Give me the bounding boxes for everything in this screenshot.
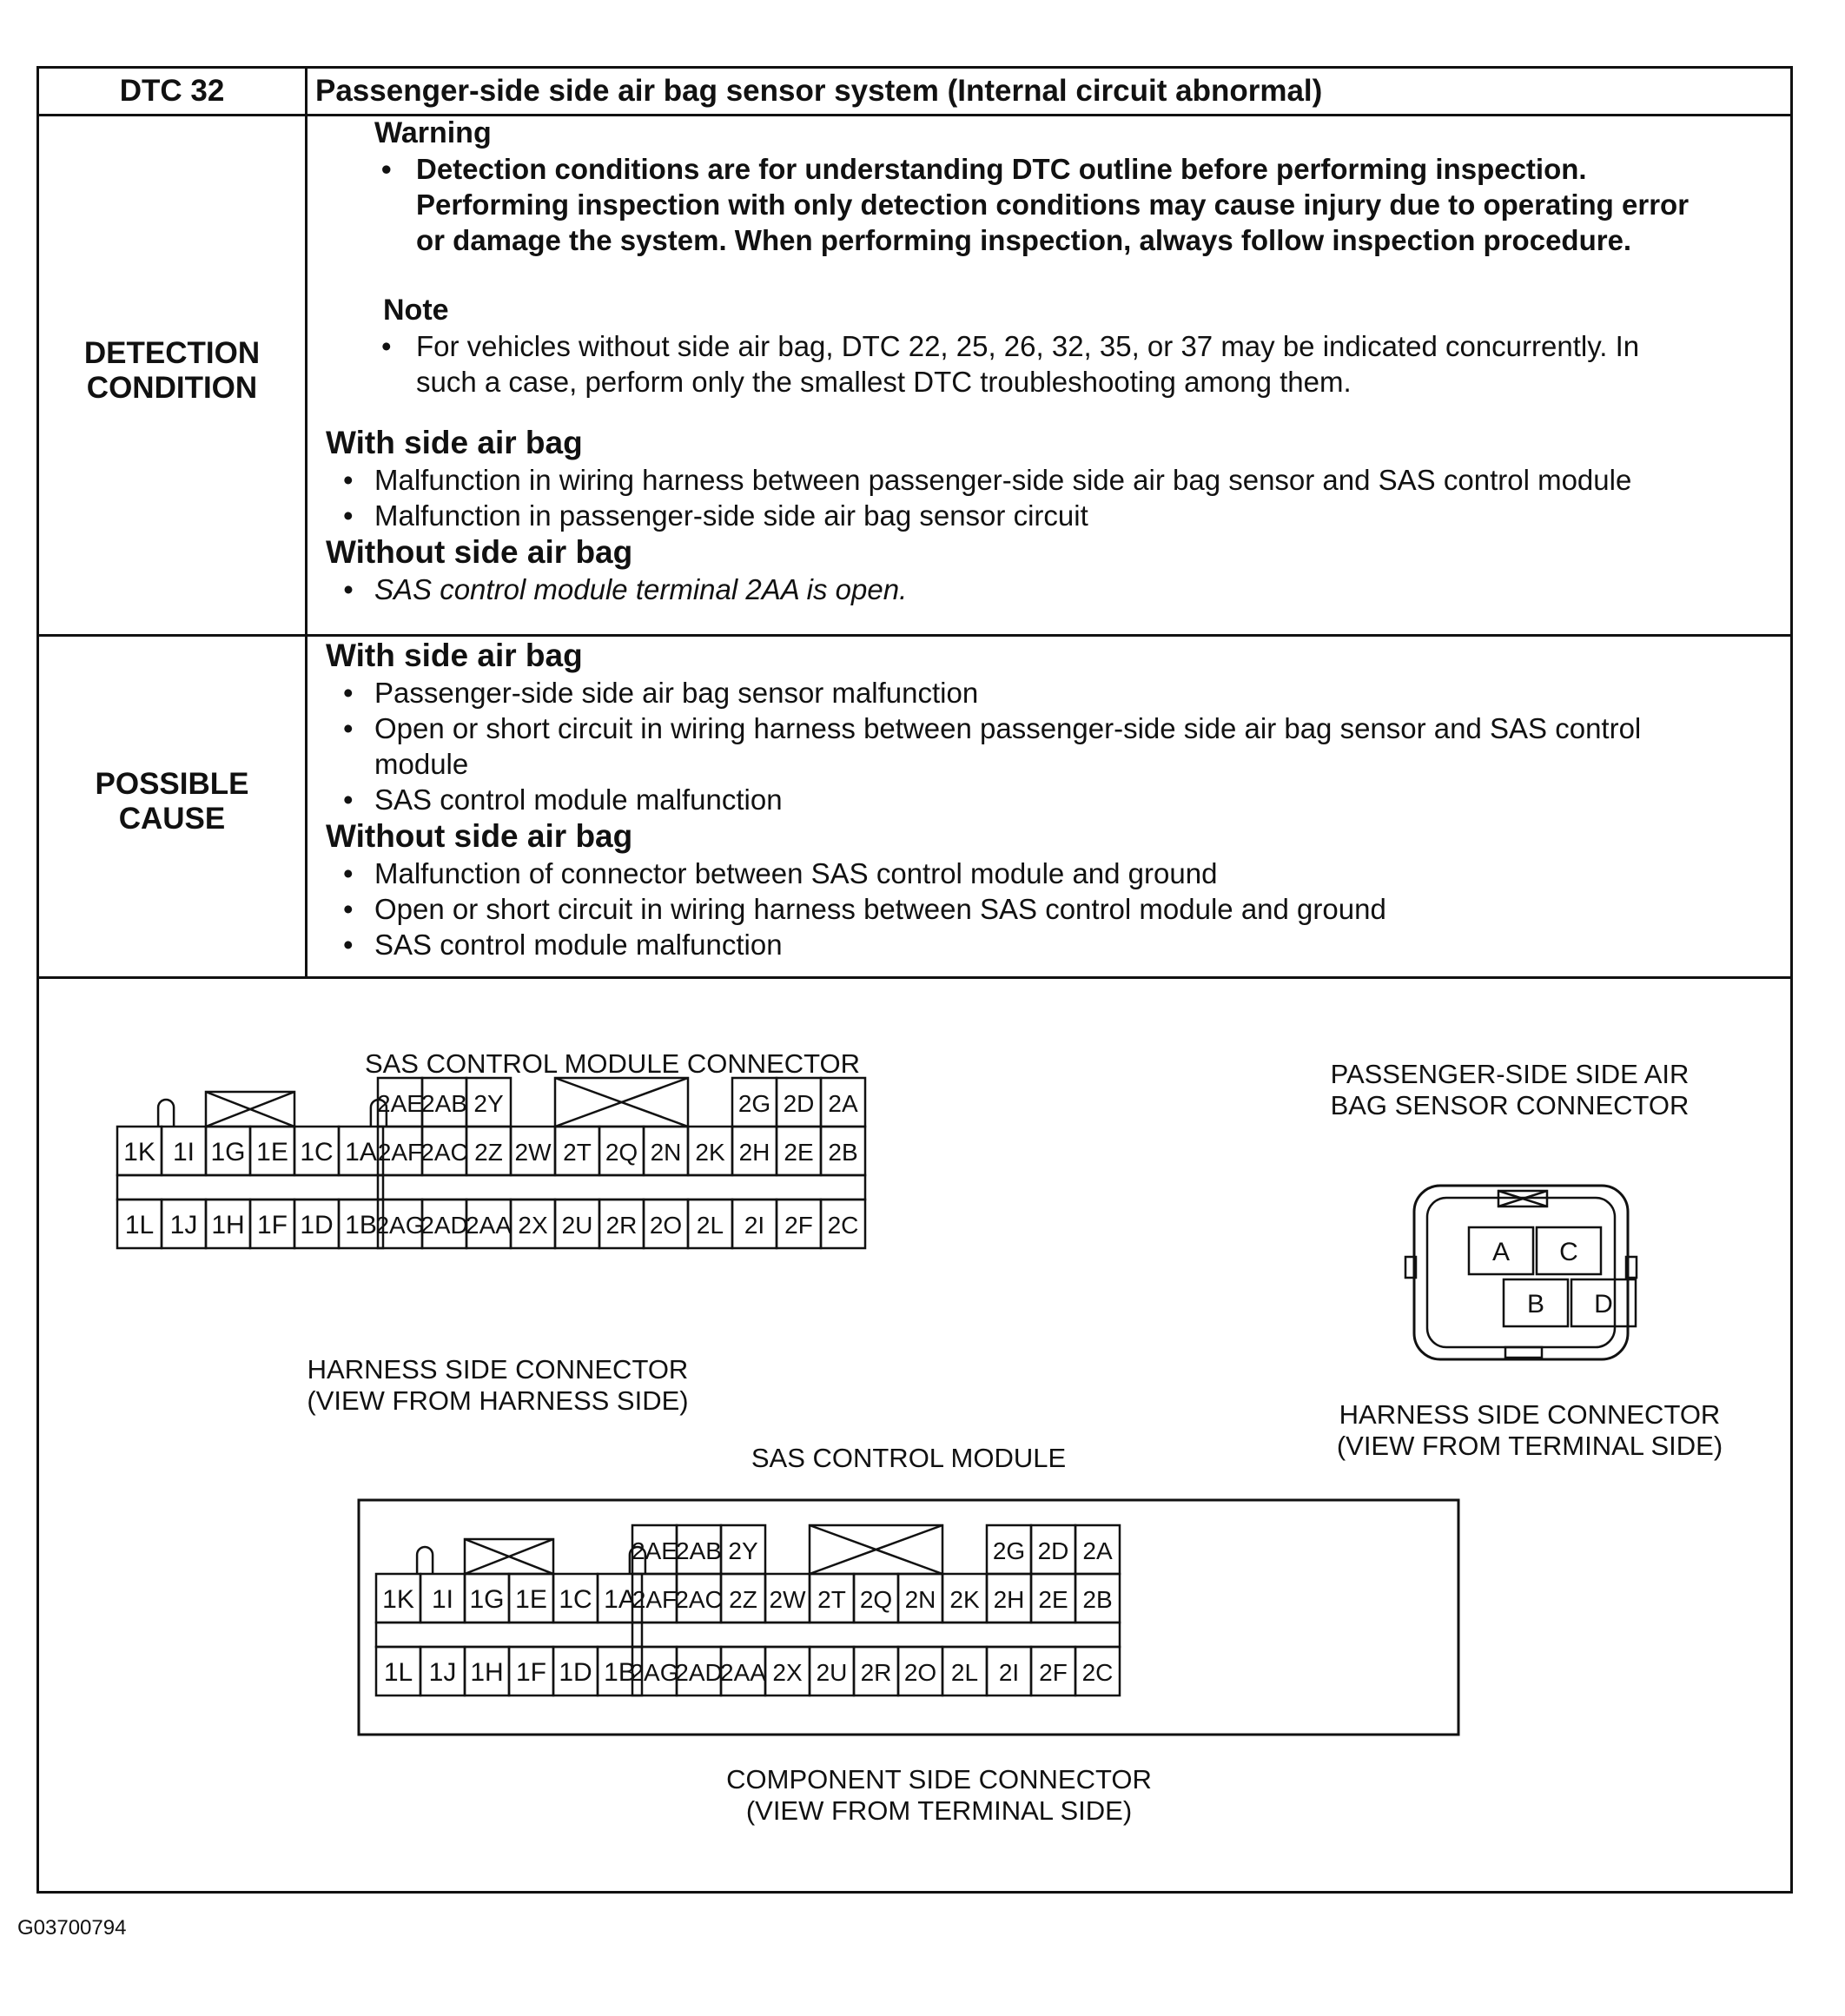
note-title: Note (383, 294, 449, 327)
pin-label: 1G (469, 1585, 505, 1614)
pin-label: 2O (903, 1659, 937, 1686)
pin-label: 2H (993, 1586, 1025, 1613)
pin-label: 2T (817, 1586, 846, 1613)
sensor-pin-label: B (1526, 1290, 1545, 1319)
cause-label-line: CAUSE (118, 802, 226, 836)
pin-label: 2U (816, 1659, 848, 1686)
without-side-airbag-heading: Without side air bag (326, 818, 633, 854)
pin-label: 1E (256, 1138, 288, 1167)
warning-line: Detection conditions are for understanding DTC outline before performing inspection. (416, 153, 1587, 185)
note-item: • For vehicles without side air bag, DTC 22, 25, 26, 32, 35, or 37 may be indicated concurrently. In such a case, perform only the smallest DTC troubleshooting among them. (326, 328, 1775, 400)
pin-label: 2R (860, 1659, 892, 1686)
detection-label (39, 336, 305, 406)
pin-label: 2Z (729, 1586, 757, 1613)
pin-label: 2AB (421, 1090, 467, 1117)
pin-label: 2H (738, 1139, 770, 1166)
pin-label: 1C (300, 1138, 334, 1167)
pin-label: 2Z (474, 1139, 503, 1166)
pin-label: 2N (650, 1139, 682, 1166)
pin-label: 1D (300, 1211, 334, 1239)
pin-label: 2A (828, 1090, 858, 1117)
pin-label: 2AC (675, 1586, 723, 1613)
list-item-continuation: module (374, 748, 469, 780)
pin-label: 2AF (377, 1139, 423, 1166)
pin-label: 1D (559, 1658, 592, 1687)
latch-tab (417, 1547, 433, 1574)
pin-label: 1I (172, 1138, 195, 1167)
pin-label: 2U (561, 1212, 593, 1239)
sensor-pin-label: A (1491, 1238, 1511, 1266)
pin-label: 2C (1081, 1659, 1114, 1686)
pin-label: 1J (428, 1658, 457, 1687)
pin-label: 2G (737, 1090, 771, 1117)
sensor-pin-label: C (1559, 1238, 1578, 1266)
pin-label: 2Q (605, 1139, 638, 1166)
pin-label: 2E (784, 1139, 814, 1166)
warning-item: • Detection conditions are for understanding DTC outline before performing inspection. Performing inspection with only detection conditions may cause injury due to operating error or damage the system. When performing inspection, always follow inspection procedure. (326, 151, 1775, 258)
pin-label: 2K (949, 1586, 980, 1613)
pin-label: 1K (123, 1138, 155, 1167)
pin-label: 2Y (473, 1090, 504, 1117)
pin-label: 2AE (377, 1090, 423, 1117)
connector-spacer (376, 1623, 642, 1647)
dtc-code: DTC 32 (119, 74, 225, 108)
pin-label: 2AD (420, 1212, 468, 1239)
pin-label: 1C (559, 1585, 592, 1614)
pin-label: 2G (992, 1537, 1026, 1564)
module-caption: COMPONENT SIDE CONNECTOR (726, 1764, 1152, 1795)
without-side-airbag-heading: Without side air bag (326, 534, 633, 570)
pin-label: 2F (784, 1212, 813, 1239)
pin-label: 1I (431, 1585, 454, 1614)
with-side-airbag-heading: With side air bag (326, 638, 583, 673)
column-divider (305, 69, 308, 976)
pin-label: 2Y (728, 1537, 758, 1564)
harness-connector-title: SAS CONTROL MODULE CONNECTOR (364, 1048, 861, 1079)
dtc-title: Passenger-side side air bag sensor system (Internal circuit abnormal) (315, 74, 1323, 108)
pin-label: 2K (695, 1139, 725, 1166)
pin-label: 1E (515, 1585, 547, 1614)
pin-label: 1B (345, 1211, 377, 1239)
dtc-document (36, 66, 1793, 1894)
harness-caption: HARNESS SIDE CONNECTOR (307, 1354, 689, 1385)
note-line: such a case, perform only the smallest DTC troubleshooting among them. (416, 366, 1352, 398)
pin-label: 1K (382, 1585, 414, 1614)
pin-label: 2F (1039, 1659, 1068, 1686)
pin-label: 1J (169, 1211, 198, 1239)
pin-label: 1F (256, 1211, 288, 1239)
pin-label: 1A (604, 1585, 636, 1614)
list-item: • SAS control module malfunction (343, 783, 783, 816)
pin-label: 2AE (632, 1537, 678, 1564)
warning-title: Warning (374, 116, 492, 149)
cause-label-line: POSSIBLE (95, 767, 249, 801)
pin-label: 2E (1038, 1586, 1068, 1613)
pin-label: 1L (124, 1211, 155, 1239)
pin-label: 2AA (466, 1212, 512, 1239)
pin-label: 2L (950, 1659, 979, 1686)
detection-content (326, 116, 1775, 607)
pin-label: 2AC (420, 1139, 468, 1166)
pin-label: 2AD (675, 1659, 723, 1686)
pin-label: 2A (1082, 1537, 1113, 1564)
pin-label: 2L (696, 1212, 724, 1239)
cause-content (326, 637, 1775, 962)
pin-label: 1H (211, 1211, 245, 1239)
figure-code: G03700794 (17, 1916, 127, 1940)
pin-label: 2D (1037, 1537, 1069, 1564)
list-item: • Malfunction of connector between SAS control module and ground (343, 857, 1218, 889)
pin-label: 1B (604, 1658, 636, 1687)
detection-label-line: DETECTION (83, 336, 261, 370)
harness-caption: (VIEW FROM HARNESS SIDE) (307, 1385, 689, 1416)
pin-label: 2W (514, 1139, 552, 1166)
pin-label: 2W (769, 1586, 806, 1613)
connector-spacer (378, 1175, 865, 1200)
module-caption: (VIEW FROM TERMINAL SIDE) (745, 1795, 1133, 1826)
pin-label: 2C (827, 1212, 859, 1239)
connector-spacer (632, 1623, 1120, 1647)
list-item: • Open or short circuit in wiring harness between passenger-side side air bag sensor and SAS control (343, 712, 1642, 744)
pin-label: 2B (1082, 1586, 1113, 1613)
pin-label: 2Q (859, 1586, 893, 1613)
pin-label: 2AG (375, 1212, 425, 1239)
list-item: • Malfunction in wiring harness between passenger-side side air bag sensor and SAS control module (343, 464, 1632, 496)
module-title: SAS CONTROL MODULE (751, 1443, 1067, 1473)
pin-label: 2O (649, 1212, 683, 1239)
pin-label: 1G (210, 1138, 246, 1167)
pin-label: 2X (772, 1659, 803, 1686)
pin-label: 2T (563, 1139, 592, 1166)
pin-label: 2AB (676, 1537, 722, 1564)
warning-line: or damage the system. When performing inspection, always follow inspection procedure. (416, 224, 1632, 256)
pin-label: 1A (345, 1138, 377, 1167)
pin-label: 2B (828, 1139, 858, 1166)
pin-label: 2I (744, 1212, 765, 1239)
pin-label: 2I (998, 1659, 1020, 1686)
sensor-caption: HARNESS SIDE CONNECTOR (1339, 1399, 1721, 1430)
connector-spacer (117, 1175, 383, 1200)
pin-label: 1F (515, 1658, 547, 1687)
pin-label: 2R (605, 1212, 638, 1239)
module-outline (359, 1500, 1458, 1735)
pin-label: 2AA (720, 1659, 766, 1686)
pin-label: 2AF (632, 1586, 678, 1613)
list-item: • SAS control module malfunction (343, 929, 783, 961)
with-side-airbag-heading: With side air bag (326, 425, 583, 460)
detection-label-line: CONDITION (86, 371, 258, 405)
sensor-connector-title: PASSENGER-SIDE SIDE AIR (1330, 1059, 1690, 1089)
pin-label: 2X (518, 1212, 548, 1239)
connector-diagram (39, 979, 1790, 1891)
list-item: • Open or short circuit in wiring harness between SAS control module and ground (343, 893, 1386, 925)
sensor-connector-title: BAG SENSOR CONNECTOR (1330, 1090, 1690, 1120)
pin-label: 1L (383, 1658, 413, 1687)
sensor-connector (1405, 1186, 1637, 1359)
pin-label: 1H (470, 1658, 504, 1687)
list-item: • SAS control module terminal 2AA is open. (343, 573, 908, 605)
sensor-caption: (VIEW FROM TERMINAL SIDE) (1336, 1431, 1723, 1461)
latch-tab (158, 1100, 174, 1127)
note-line: For vehicles without side air bag, DTC 22, 25, 26, 32, 35, or 37 may be indicated concurrently. In (416, 330, 1640, 362)
pin-label: 2AG (630, 1659, 679, 1686)
list-item: • Passenger-side side air bag sensor malfunction (343, 677, 979, 709)
pin-label: 2N (904, 1586, 936, 1613)
warning-line: Performing inspection with only detection conditions may cause injury due to operating error (416, 188, 1690, 221)
list-item: • Malfunction in passenger-side side air bag sensor circuit (343, 499, 1088, 532)
sensor-pin-label: D (1594, 1290, 1613, 1319)
cause-label (39, 767, 305, 836)
pin-label: 2D (783, 1090, 815, 1117)
